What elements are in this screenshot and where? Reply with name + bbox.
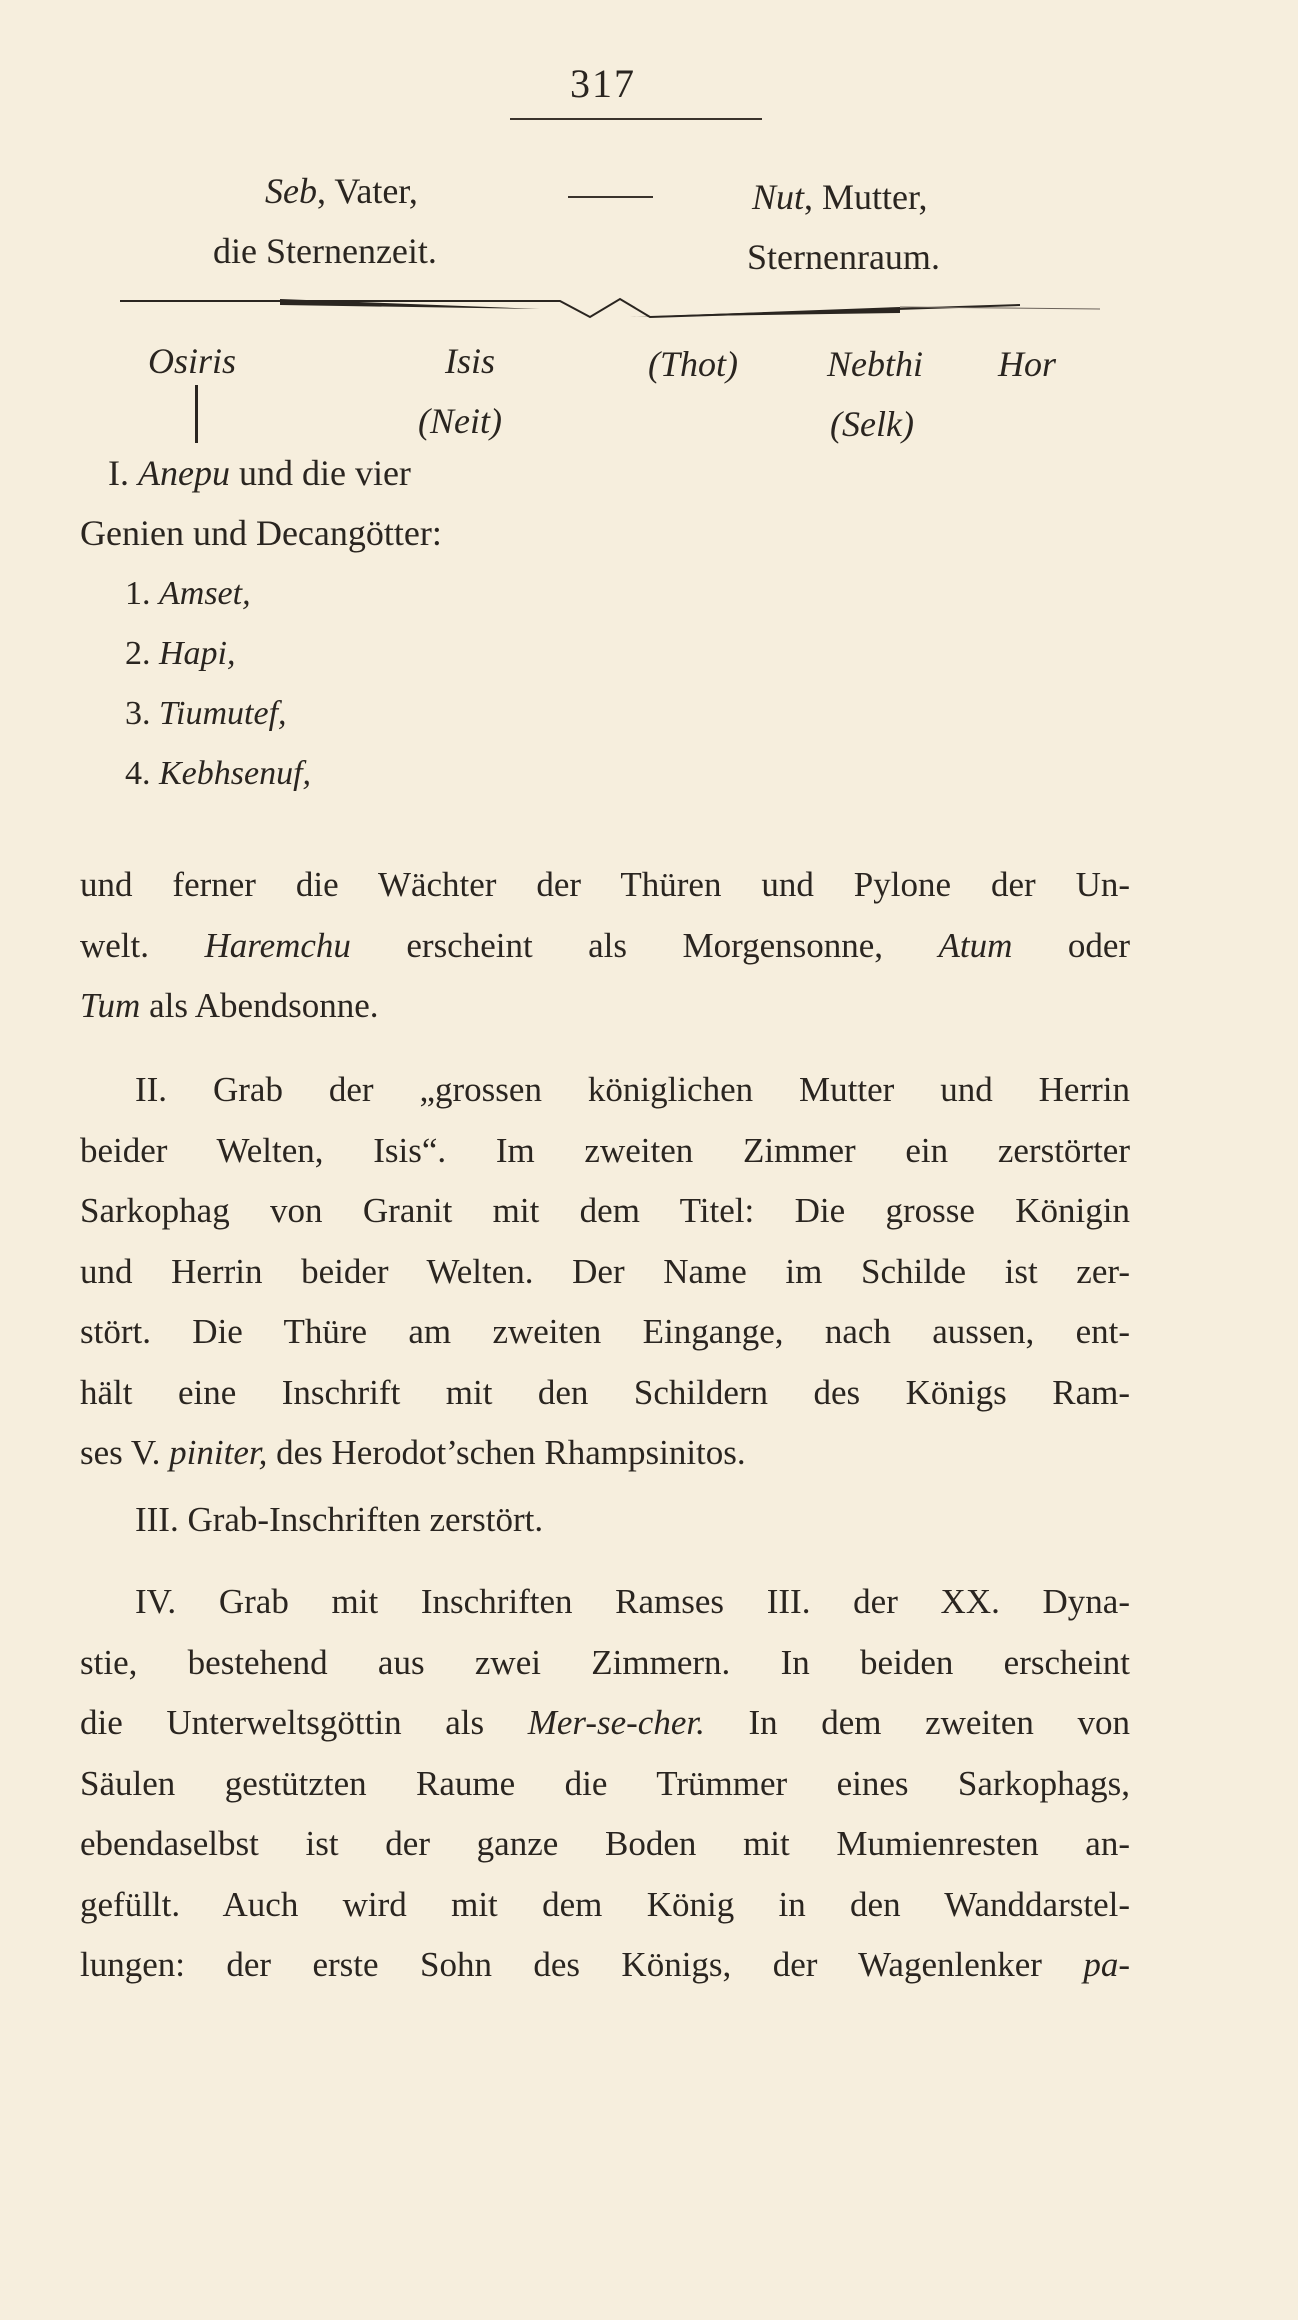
- nut-comma: ,: [804, 177, 823, 217]
- text-line: beider Welten, Isis“. Im zweiten Zimmer ein zerstörter: [80, 1130, 1130, 1170]
- list-item-name: Tiumutef,: [159, 695, 287, 732]
- page-number: 317: [570, 61, 636, 106]
- text-line: und Herrin beider Welten. Der Name im Schilde ist zer-: [80, 1251, 1130, 1291]
- paragraph-1: [80, 855, 1130, 1037]
- paragraph-2: [80, 1060, 1130, 1484]
- seb-entry: [265, 170, 418, 212]
- text-line: [80, 1935, 1130, 1996]
- text-line: IV. Grab mit Inschriften Ramses III. der XX. Dyna-: [135, 1582, 1130, 1621]
- list-item: [125, 635, 236, 673]
- child-hor: Hor: [998, 344, 1057, 384]
- text-run: die Unterweltsgöttin als: [80, 1703, 485, 1742]
- text-line: stört. Die Thüre am zweiten Eingange, nach aussen, ent-: [80, 1312, 1130, 1351]
- nut-name: Nut: [752, 177, 805, 217]
- genealogy-divider: [120, 295, 1100, 325]
- text-line: [80, 1423, 1130, 1484]
- list-intro-rest: und die vier: [238, 453, 411, 493]
- connector-dash: [568, 196, 653, 198]
- alias-nebthi: (Selk): [830, 404, 914, 444]
- seb-desc: die Sternenzeit.: [213, 231, 437, 271]
- text-line: stie, bestehend aus zwei Zimmern. In beiden erscheint: [80, 1642, 1130, 1682]
- nut-role: Mutter,: [822, 177, 928, 217]
- list-item-name: Hapi,: [159, 635, 236, 672]
- list-item: [125, 695, 287, 733]
- text-run: welt.: [80, 925, 150, 965]
- seb-name: Seb: [265, 171, 317, 211]
- list-item-num: 4.: [125, 755, 151, 792]
- text-run-italic: Mer-se-cher.: [527, 1703, 705, 1742]
- child-nebthi: Nebthi: [827, 344, 923, 384]
- text-run-italic: Atum: [938, 925, 1013, 965]
- text-line: III. Grab-Inschriften zerstört.: [135, 1500, 544, 1539]
- text-run-italic: Haremchu: [204, 925, 351, 965]
- text-line: Säulen gestützten Raume die Trümmer eines Sarkophags,: [80, 1763, 1130, 1803]
- list-intro-num: I.: [108, 453, 129, 493]
- header-rule: [510, 118, 762, 120]
- list-item-num: 1.: [125, 575, 151, 612]
- paragraph-4: [80, 1572, 1130, 1996]
- text-line: [80, 1693, 1130, 1754]
- text-line: Sarkophag von Granit mit dem Titel: Die grosse Königin: [80, 1191, 1130, 1230]
- child-osiris: Osiris: [148, 341, 237, 381]
- text-run: In dem zweiten von: [748, 1703, 1131, 1742]
- text-run: oder: [1067, 925, 1131, 965]
- nut-entry: [752, 176, 928, 218]
- text-line: [80, 916, 1130, 977]
- text-run: erscheint als Morgensonne,: [406, 925, 884, 965]
- list-item-num: 3.: [125, 695, 151, 732]
- text-line: II. Grab der „grossen königlichen Mutter und Herrin: [135, 1070, 1130, 1109]
- list-item-num: 2.: [125, 635, 151, 672]
- child-isis: Isis: [445, 341, 496, 381]
- descent-line: [195, 385, 198, 443]
- text-run: des Herodot’schen Rhampsinitos.: [276, 1433, 746, 1472]
- text-run-italic: Tum: [80, 986, 141, 1025]
- text-line: ebendaselbst ist der ganze Boden mit Mumienresten an-: [80, 1824, 1130, 1863]
- seb-role: Vater,: [334, 171, 418, 211]
- list-item-name: Kebhsenuf,: [159, 755, 312, 792]
- text-run-italic: piniter,: [169, 1433, 268, 1472]
- text-line: hält eine Inschrift mit den Schildern des Königs Ram-: [80, 1372, 1130, 1412]
- text-run: als Abendsonne.: [149, 986, 379, 1025]
- list-item: [125, 575, 251, 613]
- nut-desc: Sternenraum.: [747, 237, 940, 277]
- list-item-name: Amset,: [159, 575, 251, 612]
- text-line: und ferner die Wächter der Thüren und Pylone der Un-: [80, 865, 1130, 904]
- paragraph-3: [80, 1490, 1130, 1551]
- list-intro-name: Anepu: [138, 453, 230, 493]
- list-intro: [108, 452, 411, 494]
- child-thot: (Thot): [648, 344, 738, 384]
- text-run: lungen: der erste Sohn des Königs, der Wagenlenker: [80, 1945, 1042, 1984]
- text-run: ses V.: [80, 1433, 161, 1472]
- text-line: [80, 976, 1130, 1037]
- list-item: [125, 755, 311, 793]
- list-intro-line2: Genien und Decangötter:: [80, 513, 442, 553]
- alias-isis: (Neit): [418, 401, 502, 441]
- seb-comma: ,: [316, 171, 335, 211]
- text-run-italic: pa-: [1083, 1945, 1131, 1984]
- text-line: gefüllt. Auch wird mit dem König in den Wanddarstel-: [80, 1884, 1130, 1924]
